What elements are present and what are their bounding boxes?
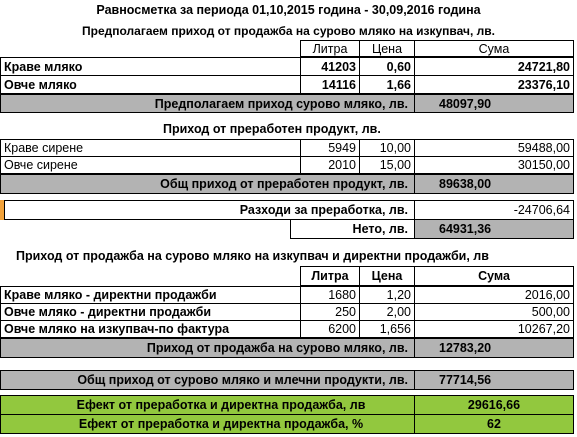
s4-row	[0, 320, 577, 338]
expense-row	[0, 200, 577, 220]
s2-row-qty[interactable]: 2010	[300, 156, 360, 174]
expense-value[interactable]: -24706,64	[414, 200, 574, 220]
s2-row-price[interactable]: 15,00	[359, 156, 415, 174]
s1-col-price[interactable]: Цена	[359, 40, 415, 57]
s2-total-label[interactable]: Общ приход от преработен продукт, лв.	[0, 174, 415, 194]
net-row	[0, 219, 577, 239]
s2-heading[interactable]: Приход от преработен продукт, лв.	[163, 122, 381, 136]
s4-total-row	[0, 338, 577, 358]
s4-row	[0, 303, 577, 321]
s1-row-sum[interactable]: 23376,10	[414, 75, 574, 94]
s1-heading[interactable]: Предполагаем приход от продажба на сурово мляко на изкупвач, лв.	[82, 24, 495, 38]
effect-pct-value[interactable]: 62	[414, 414, 574, 434]
s2-row-price[interactable]: 10,00	[359, 139, 415, 157]
s2-row-sum[interactable]: 30150,00	[414, 156, 574, 174]
effect-pct-label[interactable]: Ефект от преработка и директна продажба, %	[0, 414, 415, 434]
s4-heading-row	[0, 246, 577, 266]
s1-row	[0, 75, 577, 94]
s4-row-price[interactable]: 2,00	[359, 303, 415, 321]
s1-row-label[interactable]: Овче мляко	[0, 75, 301, 94]
s1-heading-row	[0, 22, 577, 40]
effect-value[interactable]: 29616,66	[414, 395, 574, 415]
effect-row	[0, 395, 577, 415]
s2-total-value[interactable]: 89638,00	[414, 174, 574, 194]
s2-row-label[interactable]: Краве сирене	[0, 139, 301, 157]
grand-total-value[interactable]: 77714,56	[414, 370, 574, 390]
s1-col-headers	[0, 40, 577, 57]
s1-total-value[interactable]: 48097,90	[414, 94, 574, 113]
s4-row-sum[interactable]: 2016,00	[414, 286, 574, 304]
s4-heading[interactable]: Приход от продажба на сурово мляко на изкупвач и директни продажби, лв	[16, 249, 489, 263]
s4-row-liters[interactable]: 1680	[300, 286, 360, 304]
s4-row-sum[interactable]: 10267,20	[414, 320, 574, 338]
net-value[interactable]: 64931,36	[414, 219, 574, 239]
s4-col-price[interactable]: Цена	[359, 266, 415, 286]
s4-col-headers	[0, 266, 577, 286]
sheet-title[interactable]: Равносметка за периода 01,10,2015 година - 30,09,2016 година	[96, 3, 481, 17]
s4-total-value[interactable]: 12783,20	[414, 338, 574, 358]
s2-row-label[interactable]: Овче сирене	[0, 156, 301, 174]
s4-row-liters[interactable]: 250	[300, 303, 360, 321]
s1-row-sum[interactable]: 24721,80	[414, 57, 574, 76]
s4-row-label[interactable]: Краве мляко - директни продажби	[0, 286, 301, 304]
s2-heading-row	[0, 120, 577, 138]
s2-row-qty[interactable]: 5949	[300, 139, 360, 157]
s1-row-liters[interactable]: 14116	[300, 75, 360, 94]
effect-pct-row	[0, 414, 577, 434]
s4-row-price[interactable]: 1,20	[359, 286, 415, 304]
s4-row-liters[interactable]: 6200	[300, 320, 360, 338]
s1-col-sum[interactable]: Сума	[414, 40, 574, 57]
s1-total-label[interactable]: Предполагаем приход сурово мляко, лв.	[0, 94, 415, 113]
s1-col-liters[interactable]: Литра	[300, 40, 360, 57]
grand-total-row	[0, 370, 577, 390]
s1-row	[0, 57, 577, 76]
s4-row-label[interactable]: Овче мляко - директни продажби	[0, 303, 301, 321]
s1-total-row	[0, 94, 577, 113]
s4-row-price[interactable]: 1,656	[359, 320, 415, 338]
s4-row-sum[interactable]: 500,00	[414, 303, 574, 321]
s4-col-liters[interactable]: Литра	[300, 266, 360, 286]
s4-total-label[interactable]: Приход от продажба на сурово мляко, лв.	[0, 338, 415, 358]
s1-row-label[interactable]: Краве мляко	[0, 57, 301, 76]
s1-row-price[interactable]: 1,66	[359, 75, 415, 94]
s2-row	[0, 139, 577, 157]
expense-label[interactable]: Разходи за преработка, лв.	[4, 200, 415, 220]
s2-row	[0, 156, 577, 174]
grand-total-label[interactable]: Общ приход от сурово мляко и млечни продукти, лв.	[0, 370, 415, 390]
s4-row	[0, 286, 577, 304]
s1-row-price[interactable]: 0,60	[359, 57, 415, 76]
net-label[interactable]: Нето, лв.	[290, 219, 415, 239]
effect-label[interactable]: Ефект от преработка и директна продажба, лв	[0, 395, 415, 415]
s4-col-sum[interactable]: Сума	[414, 266, 574, 286]
title-row	[0, 0, 577, 20]
s2-total-row	[0, 174, 577, 194]
s2-row-sum[interactable]: 59488,00	[414, 139, 574, 157]
s4-row-label[interactable]: Овче мляко на изкупвач-по фактура	[0, 320, 301, 338]
s1-row-liters[interactable]: 41203	[300, 57, 360, 76]
